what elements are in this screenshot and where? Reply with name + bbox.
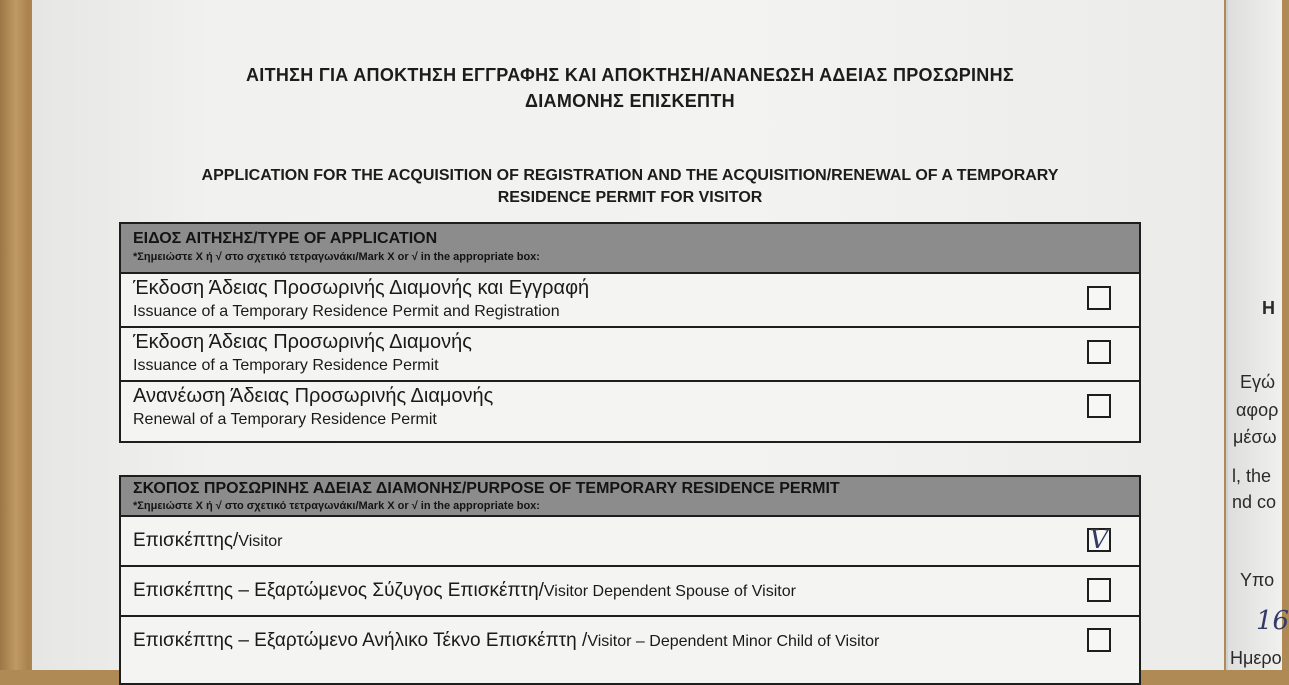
section-instruction: *Σημειώστε Χ ή √ στο σχετικό τετραγωνάκι/Mark X or √ in the appropriate box:: [133, 251, 540, 263]
option-greek-label: Επισκέπτης/: [133, 530, 239, 551]
option-english-label: Visitor – Dependent Minor Child of Visitor: [587, 633, 880, 650]
option-english-label: Issuance of a Temporary Residence Permit and Registration: [133, 303, 560, 320]
permit-purpose-section: [119, 475, 1141, 685]
greek-title: [0, 62, 1260, 114]
next-page-text: μέσω: [1233, 427, 1277, 447]
next-page-text: nd co: [1232, 492, 1277, 512]
type-option-issuance: [121, 328, 1139, 382]
checkbox-checked[interactable]: V: [1087, 528, 1111, 552]
next-page-text: Υπο: [1240, 570, 1275, 590]
option-english-label: Visitor: [238, 533, 283, 550]
next-page-text: l, the: [1232, 466, 1272, 486]
option-greek-label: Ανανέωση Άδειας Προσωρινής Διαμονής: [133, 385, 494, 407]
next-page-text: αφορ: [1236, 400, 1279, 420]
permit-purpose-header: [121, 477, 1139, 517]
option-greek-label: Επισκέπτης – Εξαρτώμενο Ανήλικο Τέκνο Επισκέπτη /: [133, 630, 588, 651]
checkbox[interactable]: [1087, 286, 1111, 310]
option-english-label: Visitor Dependent Spouse of Visitor: [543, 583, 796, 600]
english-title-line1: APPLICATION FOR THE ACQUISITION OF REGISTRATION AND THE ACQUISITION/RENEWAL OF A TEMPORARY: [201, 167, 1059, 184]
greek-title-line1: ΑΙΤΗΣΗ ΓΙΑ ΑΠΟΚΤΗΣΗ ΕΓΓΡΑΦΗΣ ΚΑΙ ΑΠΟΚΤΗΣΗ/ΑΝΑΝΕΩΣΗ ΑΔΕΙΑΣ ΠΡΟΣΩΡΙΝΗΣ: [245, 65, 1015, 85]
next-page-handwriting: 16: [1256, 606, 1289, 636]
checkbox[interactable]: [1087, 394, 1111, 418]
type-option-renewal: [121, 382, 1139, 436]
application-type-section: [119, 222, 1141, 443]
option-greek-label: Έκδοση Άδειας Προσωρινής Διαμονής και Εγγραφή: [133, 277, 590, 299]
english-title: [0, 165, 1260, 209]
purpose-option-dependent-minor-child: [121, 617, 1139, 667]
option-english-label: Renewal of a Temporary Residence Permit: [133, 411, 437, 428]
next-page-text: Ημερο: [1230, 648, 1282, 668]
section-title: ΣΚΟΠΟΣ ΠΡΟΣΩΡΙΝΗΣ ΑΔΕΙΑΣ ΔΙΑΜΟΝΗΣ/PURPOSE OF TEMPORARY RESIDENCE PERMIT: [133, 480, 840, 497]
checkbox[interactable]: [1087, 628, 1111, 652]
option-english-label: Issuance of a Temporary Residence Permit: [133, 357, 439, 374]
checkbox[interactable]: [1087, 340, 1111, 364]
purpose-option-dependent-spouse: [121, 567, 1139, 617]
checkbox[interactable]: [1087, 578, 1111, 602]
type-option-issuance-and-registration: [121, 274, 1139, 328]
section-title: ΕΙΔΟΣ ΑΙΤΗΣΗΣ/TYPE OF APPLICATION: [133, 230, 438, 247]
option-greek-label: Έκδοση Άδειας Προσωρινής Διαμονής: [133, 331, 472, 353]
option-greek-label: Επισκέπτης – Εξαρτώμενος Σύζυγος Επισκέπτη/: [133, 580, 544, 601]
section-instruction: *Σημειώστε Χ ή √ στο σχετικό τετραγωνάκι/Mark X or √ in the appropriate box:: [133, 500, 540, 512]
purpose-option-visitor: [121, 517, 1139, 567]
next-page-text: Εγώ: [1240, 372, 1276, 392]
application-type-header: [121, 224, 1139, 274]
greek-title-line2: ΔΙΑΜΟΝΗΣ ΕΠΙΣΚΕΠΤΗ: [525, 91, 735, 111]
english-title-line2: RESIDENCE PERMIT FOR VISITOR: [497, 189, 763, 206]
next-page-text: Η: [1262, 298, 1275, 318]
